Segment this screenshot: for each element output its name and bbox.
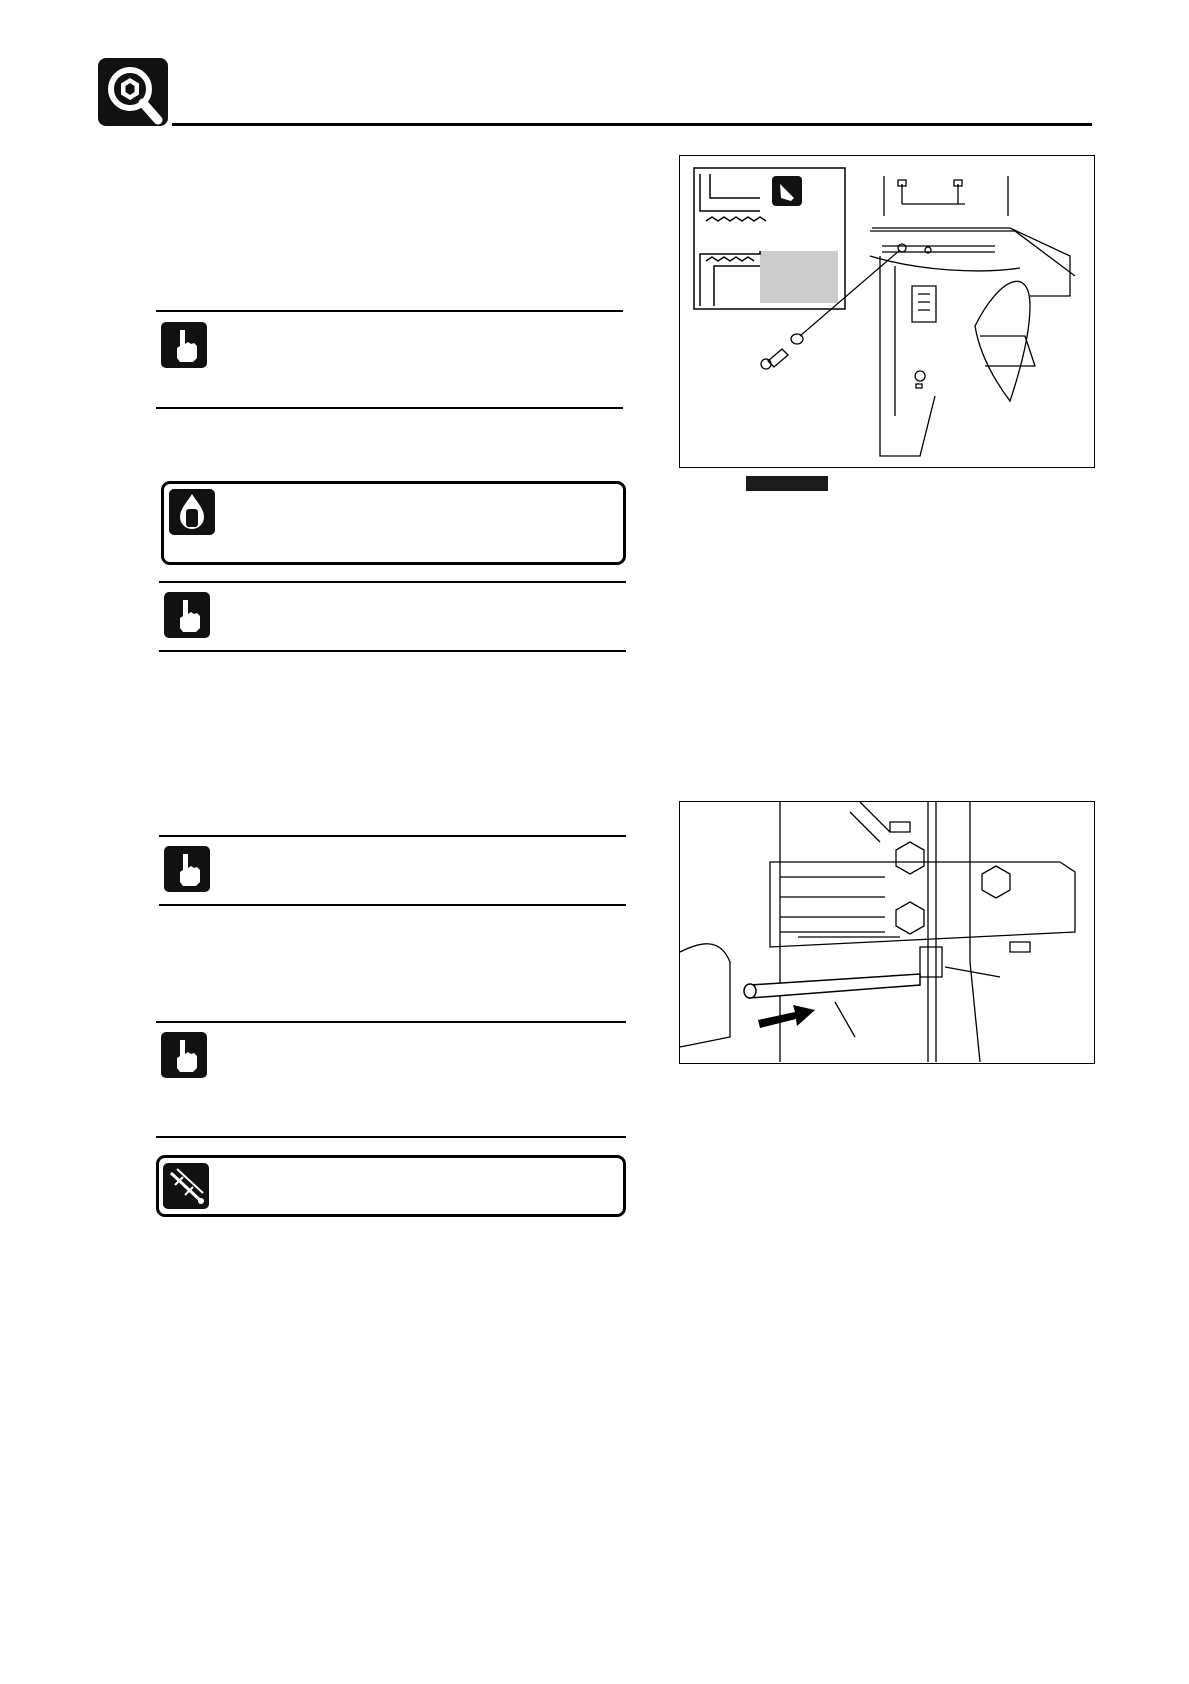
note-3-top-rule <box>159 581 626 583</box>
pointing-hand-note-icon <box>161 322 207 368</box>
pointing-hand-note-icon <box>164 592 210 638</box>
header-rule <box>172 123 1092 126</box>
note-3-bottom-rule <box>159 650 626 652</box>
lower-unit-oil-plug-figure <box>679 155 1095 468</box>
special-tool-box <box>156 1155 626 1217</box>
spec-label-bar <box>746 476 828 491</box>
shift-rod-tool-figure <box>679 801 1095 1064</box>
note-5-bottom-rule <box>156 1136 626 1138</box>
note-5-top-rule <box>156 1021 626 1023</box>
lubricant-box <box>161 481 626 565</box>
special-tool-rod <box>744 974 920 998</box>
note-4-bottom-rule <box>159 904 626 906</box>
oil-drop-lubricant-icon <box>169 489 215 535</box>
note-1-top-rule <box>156 310 623 312</box>
special-tool-icon <box>163 1163 209 1209</box>
pointing-hand-note-icon <box>164 846 210 892</box>
header-inspection-icon <box>98 58 168 126</box>
note-1-bottom-rule <box>156 407 623 409</box>
note-4-top-rule <box>159 835 626 837</box>
pointing-hand-note-icon <box>161 1032 207 1078</box>
push-direction-arrow <box>758 1005 815 1028</box>
sealant-inset <box>700 174 838 306</box>
